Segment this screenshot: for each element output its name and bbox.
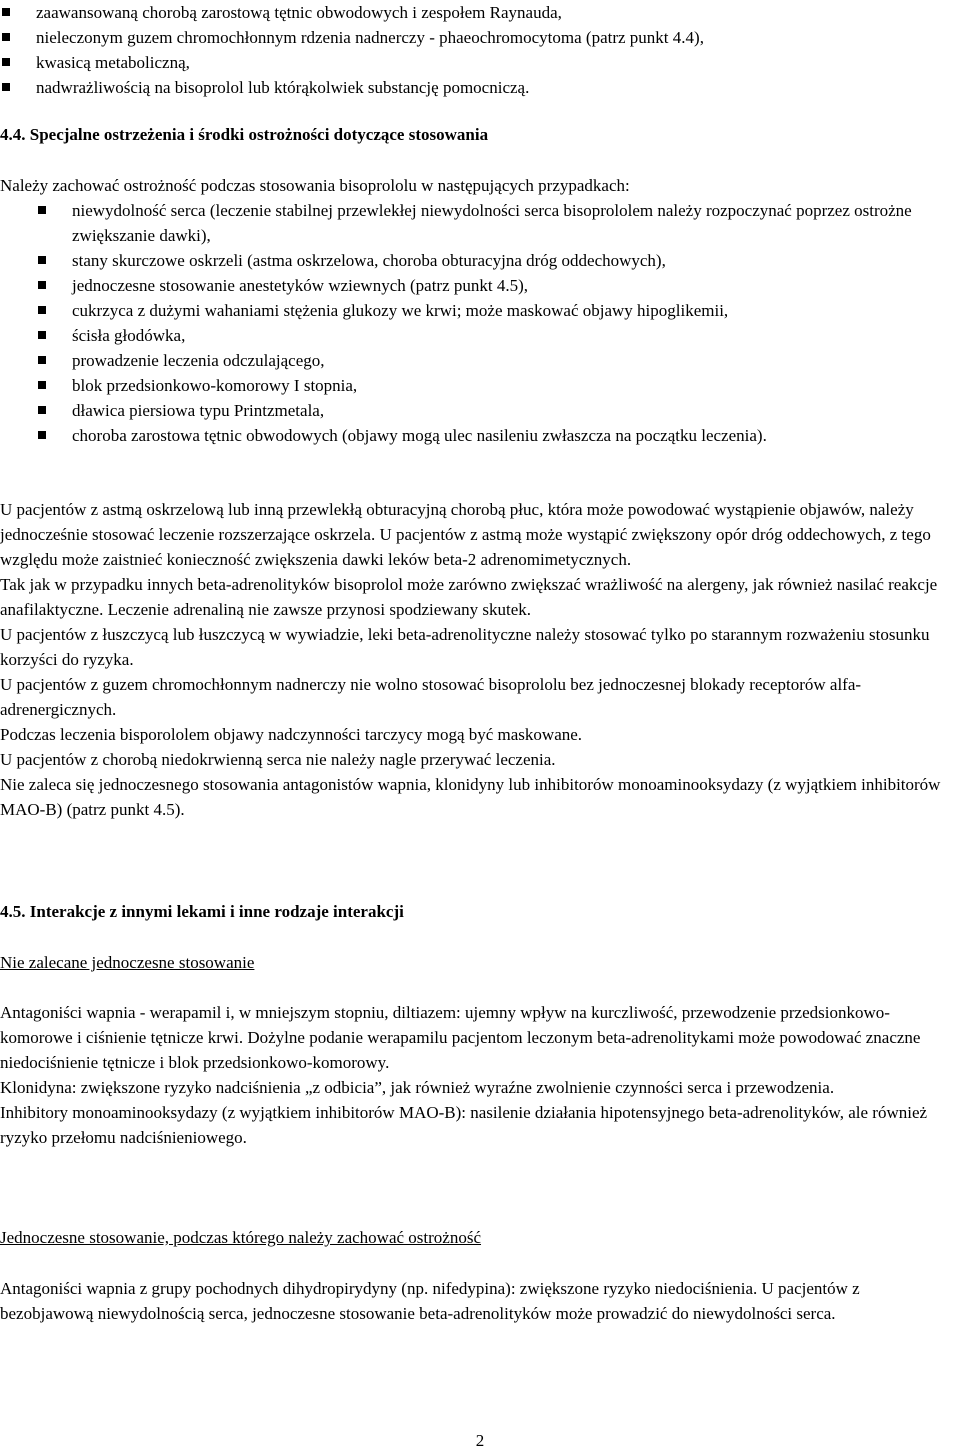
list-item: niewydolność serca (leczenie stabilnej przewlekłej niewydolności serca bisoprololem należy rozpoczynać poprzez ostrożne zwiększanie dawki), [0,198,950,248]
caution-paragraphs [0,1276,950,1326]
precautions-list [0,198,950,448]
paragraph: Klonidyna: zwiększone ryzyko nadciśnienia „z odbicia”, jak również wyraźne zwolnienie czynności serca i przewodzenia. [0,1078,835,1097]
list-item: nadwrażliwością na bisoprolol lub którąkolwiek substancję pomocniczą. [0,75,940,100]
section-heading-4-5: 4.5. Interakcje z innymi lekami i inne rodzaje interakcji [0,902,404,921]
list-item: kwasicą metaboliczną, [0,50,940,75]
intro-text: Należy zachować ostrożność podczas stosowania bisoprololu w następujących przypadkach: [0,176,630,195]
contraindications-list-continued [0,0,940,100]
list-item: stany skurczowe oskrzeli (astma oskrzelowa, choroba obturacyjna dróg oddechowych), [0,248,950,273]
subsection-title-not-recommended: Nie zalecane jednoczesne stosowanie [0,953,255,972]
paragraph: Inhibitory monoaminooksydazy (z wyjątkiem inhibitorów MAO-B): nasilenie działania hipotensyjnego beta-adrenolityków, ale również ryzyko przełomu nadciśnieniowego. [0,1103,928,1147]
list-item: jednoczesne stosowanie anestetyków wziewnych (patrz punkt 4.5), [0,273,950,298]
list-item: choroba zarostowa tętnic obwodowych (objawy mogą ulec nasileniu zwłaszcza na początku leczenia). [0,423,950,448]
paragraph: Tak jak w przypadku innych beta-adrenolityków bisoprolol może zarówno zwiększać wrażliwość na alergeny, jak również nasilać reakcje anafilaktyczne. Leczenie adrenaliną nie zawsze przynosi spodziewany skutek. [0,575,938,619]
list-item: ścisła głodówka, [0,323,950,348]
list-item: zaawansowaną chorobą zarostową tętnic obwodowych i zespołem Raynauda, [0,0,940,25]
precautions-paragraphs [0,497,955,822]
list-item: dławica piersiowa typu Printzmetala, [0,398,950,423]
paragraph: Podczas leczenia bisporololem objawy nadczynności tarczycy mogą być maskowane. [0,725,583,744]
not-recommended-paragraphs [0,1000,950,1150]
precautions-intro [0,173,950,448]
section-heading-4-4: 4.4. Specjalne ostrzeżenia i środki ostrożności dotyczące stosowania [0,125,489,144]
paragraph: U pacjentów z guzem chromochłonnym nadnerczy nie wolno stosować bisoprololu bez jednoczesnej blokady receptorów alfa-adrenergicznych. [0,675,862,719]
page-number: 2 [475,1431,485,1450]
paragraph: Nie zaleca się jednoczesnego stosowania antagonistów wapnia, klonidyny lub inhibitorów monoaminooksydazy (z wyjątkiem inhibitorów MAO-B) (patrz punkt 4.5). [0,775,941,819]
paragraph: U pacjentów z astmą oskrzelową lub inną przewlekłą obturacyjną chorobą płuc, która może powodować wystąpienie objawów, należy jednocześnie stosować leczenie rozszerzające oskrzela. U pacjentów z astmą może wystąpić zwiększony opór dróg oddechowych, z tego względu może zaistnieć konieczność zwiększenia dawki leków beta-2 adrenomimetycznych. [0,500,931,569]
paragraph: Antagoniści wapnia - werapamil i, w mniejszym stopniu, diltiazem: ujemny wpływ na kurczliwość, przewodzenie przedsionkowo-komorowe i ciśnienie tętnicze krwi. Dożylne podanie werapamilu pacjentom leczonym beta-adrenolitykami może powodować znaczne niedociśnienie tętnicze i blok przedsionkowo-komorowy. [0,1003,921,1072]
list-item: blok przedsionkowo-komorowy I stopnia, [0,373,950,398]
list-item: prowadzenie leczenia odczulającego, [0,348,950,373]
paragraph: U pacjentów z łuszczycą lub łuszczycą w wywiadzie, leki beta-adrenolityczne należy stosować tylko po starannym rozważeniu stosunku korzyści do ryzyka. [0,625,930,669]
list-item: cukrzyca z dużymi wahaniami stężenia glukozy we krwi; może maskować objawy hipoglikemii, [0,298,950,323]
paragraph: Antagoniści wapnia z grupy pochodnych dihydropirydyny (np. nifedypina): zwiększone ryzyko niedociśnienia. U pacjentów z bezobjawową niewydolnością serca, jednoczesne stosowanie beta-adrenolityków może prowadzić do niewydolności serca. [0,1279,860,1323]
paragraph: U pacjentów z chorobą niedokrwienną serca nie należy nagle przerywać leczenia. [0,750,556,769]
list-item: nieleczonym guzem chromochłonnym rdzenia nadnerczy - phaeochromocytoma (patrz punkt 4.4), [0,25,940,50]
subsection-title-caution: Jednoczesne stosowanie, podczas którego należy zachować ostrożność [0,1228,482,1247]
